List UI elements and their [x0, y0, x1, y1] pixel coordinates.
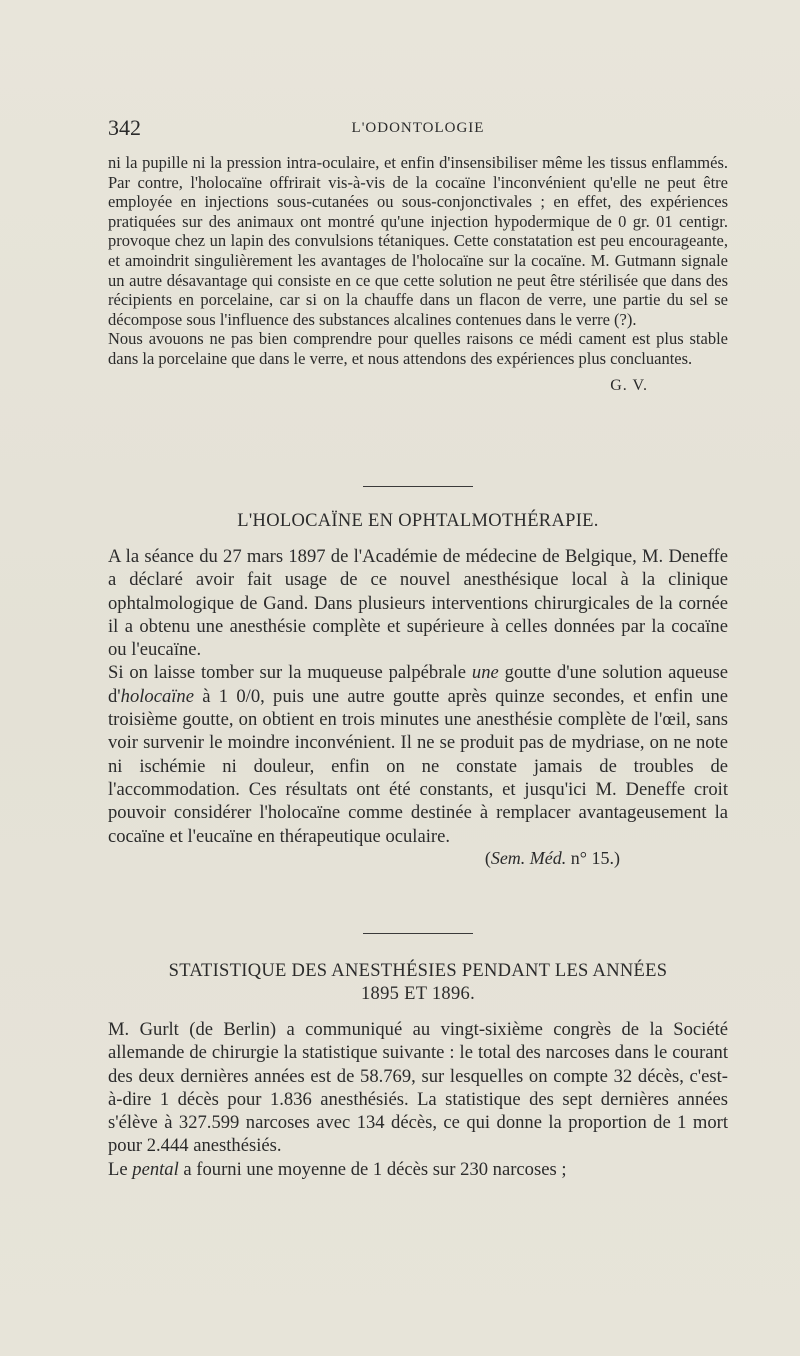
source-number: n° 15.): [566, 847, 620, 868]
section-statistique-body: [108, 1018, 728, 1181]
horizontal-rule: [363, 486, 473, 487]
intro-block: [108, 153, 728, 395]
text-run: goutte d'une solution aqueuse d': [108, 662, 728, 707]
text-run: à 1 0/0, puis une autre goutte après quinze secondes, et enfin une troisième goutte, on obtient en trois minutes une anesthésie complète de l'œil, sans voir survenir le moindre inconvénient. Il ne se produit pas de mydriase, on ne note ni ischémie ni douleur, enfin on ne constate jamais de troubles de l'accommodation. Ces résultats ont été constants, et jusqu'ici M. Deneffe croit pouvoir considérer l'holocaïne comme destinée à remplacer avantageusement la cocaïne et l'eucaïne en thérapeutique oculaire.: [108, 685, 728, 847]
page-header: [108, 115, 728, 145]
divider-2: [108, 933, 728, 934]
horizontal-rule: [363, 933, 473, 934]
intro-paragraph-2: Nous avouons ne pas bien comprendre pour quelles raisons ce médi cament est plus stable dans la porcelaine que dans le verre, et nous attendons des expériences plus concluantes.: [108, 329, 728, 368]
text-run: Si on laisse tomber sur la muqueuse palpébrale: [108, 662, 472, 684]
section-title-line-1: STATISTIQUE DES ANESTHÉSIES PENDANT LES ANNÉES: [168, 961, 668, 981]
body-paragraph-2: [108, 661, 728, 847]
italic-text: une: [471, 662, 499, 684]
page-number: 342: [108, 115, 141, 140]
source-paren: (: [484, 847, 491, 868]
section-statistique: [108, 960, 728, 1006]
section-title-line-2: 1895 ET 1896.: [360, 984, 476, 1004]
text-run: Le: [108, 1158, 133, 1180]
italic-text: pental: [132, 1158, 179, 1180]
intro-paragraph: ni la pupille ni la pression intra-oculaire, et enfin d'insensibiliser même les tissus enflammés. Par contre, l'holocaïne offrirait vis-à-vis de la cocaïne l'inconvénient qu'elle ne peut être employée en injections sous-cutanées ou sous-conjonctivales ; en effet, des expériences pratiquées sur des animaux ont montré qu'une injection hypodermique de 0 gr. 01 centigr. provoque chez un lapin des convulsions tétaniques. Cette constatation est peu encourageante, et amoindrit singulièrement les avantages de l'holocaïne sur la cocaïne. M. Gutmann signale un autre désavantage qui consiste en ce que cette solution ne peut être stérilisée que dans des récipients en porcelaine, car si on la chauffe dans un flacon de verre, une partie du sel se décompose sous l'influence des substances alcalines contenues dans le verre (?).: [108, 153, 728, 329]
section-holocaine: [108, 510, 728, 533]
section-title: L'HOLOCAÏNE EN OPHTALMOTHÉRAPIE.: [237, 511, 599, 531]
section-holocaine-body: [108, 545, 728, 869]
running-title: L'ODONTOLOGIE: [351, 120, 485, 136]
body-paragraph-2: [108, 1158, 728, 1181]
divider-1: [108, 486, 728, 487]
author-signature: G. V.: [610, 376, 648, 394]
body-paragraph: A la séance du 27 mars 1897 de l'Académie de médecine de Belgique, M. Deneffe a déclaré avoir fait usage de ce nouvel anesthésique local à la clinique ophtalmologique de Gand. Dans plusieurs interventions chirurgicales de la cornée il a obtenu une anesthésie complète et supérieure à celles données par la cocaïne ou l'eucaïne.: [108, 546, 728, 661]
italic-text: holocaïne: [120, 685, 194, 707]
body-paragraph: M. Gurlt (de Berlin) a communiqué au vingt-sixième congrès de la Société allemande de chirurgie la statistique suivante : le total des narcoses dans le courant des deux dernières années est de 58.769, sur lesquelles on compte 32 décès, c'est-à-dire 1 décès pour 1.836 anesthésiés. La statistique des sept dernières années s'élève à 327.599 narcoses avec 134 décès, ce qui donne la proportion de 1 mort pour 2.444 anesthésiés.: [108, 1019, 728, 1157]
source-journal: Sem. Méd.: [490, 847, 567, 868]
text-run: a fourni une moyenne de 1 décès sur 230 narcoses ;: [178, 1158, 567, 1180]
source-citation: [108, 848, 728, 869]
